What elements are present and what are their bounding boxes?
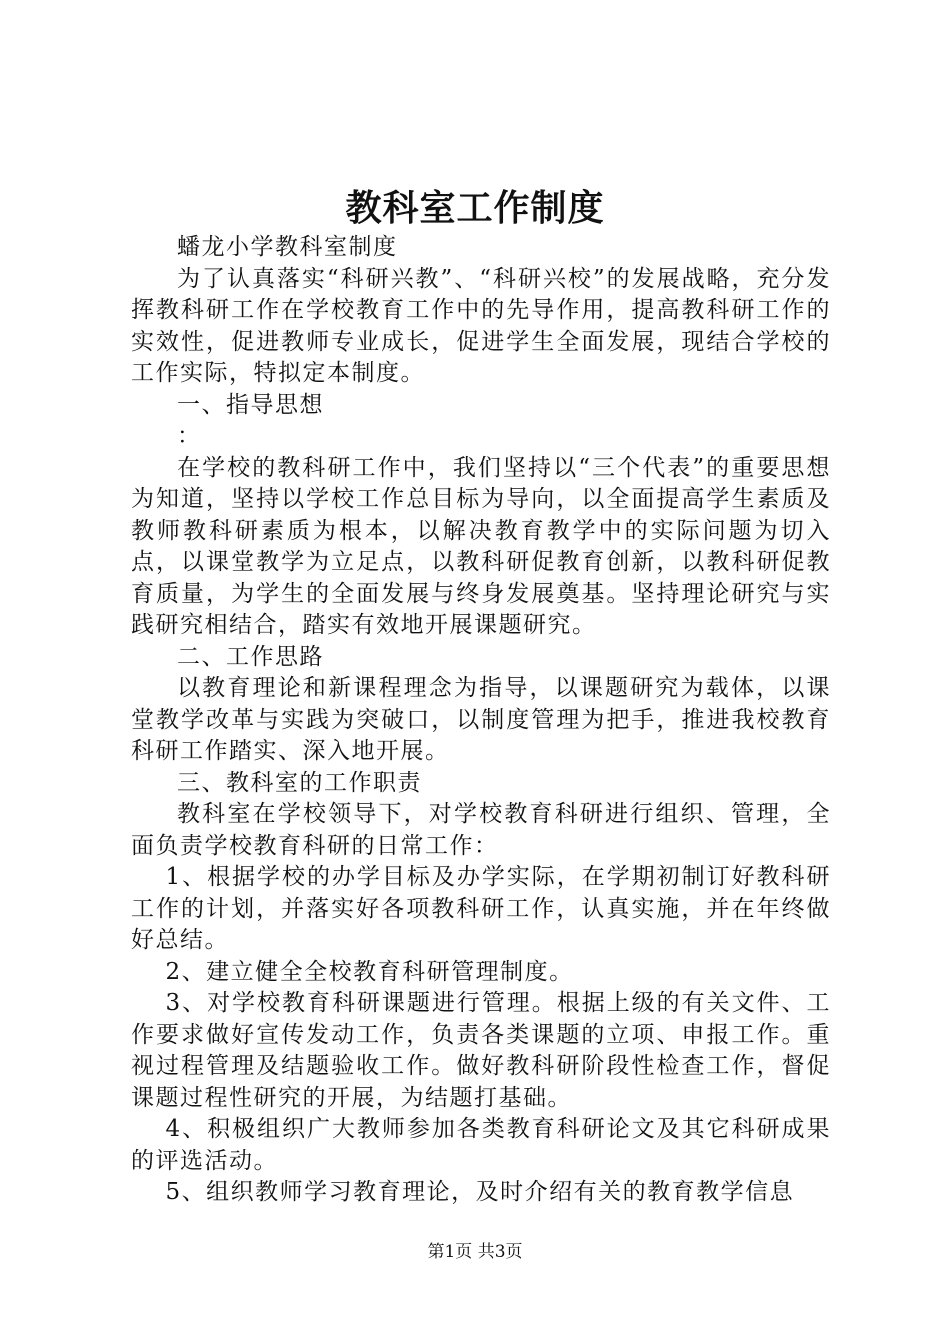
school-subtitle: 蟠龙小学教科室制度 [177,234,398,260]
duty-item-4: 4、积极组织广大教师参加各类教育科研论文及其它科研成果的评选活动。 [131,1116,831,1174]
page-footer: 第1页 共3页 [427,1242,523,1262]
duty-item-1: 1、根据学校的办学目标及办学实际，在学期初制订好教科研工作的计划，并落实好各项教科研工作，认真实施，并在年终做好总结。 [131,864,831,953]
section-heading-work-approach: 二、工作思路 [177,643,324,670]
intro-paragraph: 为了认真落实“科研兴教”、“科研兴校”的发展战略，充分发挥教科研工作在学校教育工作中的先导作用，提高教科研工作的实效性，促进教师专业成长，促进学生全面发展，现结合学校的工作实际，特拟定本制度。 [131,265,831,386]
document-body [131,232,831,1209]
document-title: 教科室工作制度 [345,187,605,229]
colon-line: ： [177,423,202,449]
duty-item-5: 5、组织教师学习教育理论，及时介绍有关的教育教学信息 [165,1179,795,1205]
duties-intro-paragraph: 教科室在学校领导下，对学校教育科研进行组织、管理，全面负责学校教育科研的日常工作： [131,801,831,859]
guiding-ideology-paragraph: 在学校的教科研工作中，我们坚持以“三个代表”的重要思想为知道，坚持以学校工作总目标为导向，以全面提高学生素质及教师教科研素质为根本，以解决教育教学中的实际问题为切入点，以课堂教学为立足点，以教科研促教育创新，以教科研促教育质量，为学生的全面发展与终身发展奠基。坚持理论研究与实践研究相结合，踏实有效地开展课题研究。 [131,454,831,638]
duty-item-2: 2、建立健全全校教育科研管理制度。 [165,958,574,985]
section-heading-guiding-ideology: 一、指导思想 [177,391,324,418]
work-approach-paragraph: 以教育理论和新课程理念为指导，以课题研究为载体，以课堂教学改革与实践为突破口，以制度管理为把手，推进我校教育科研工作踏实、深入地开展。 [131,675,831,764]
section-heading-duties: 三、教科室的工作职责 [177,769,422,796]
duty-item-3: 3、对学校教育科研课题进行管理。根据上级的有关文件、工作要求做好宣传发动工作，负责各类课题的立项、申报工作。重视过程管理及结题验收工作。做好教科研阶段性检查工作，督促课题过程性研究的开展，为结题打基础。 [131,990,831,1111]
